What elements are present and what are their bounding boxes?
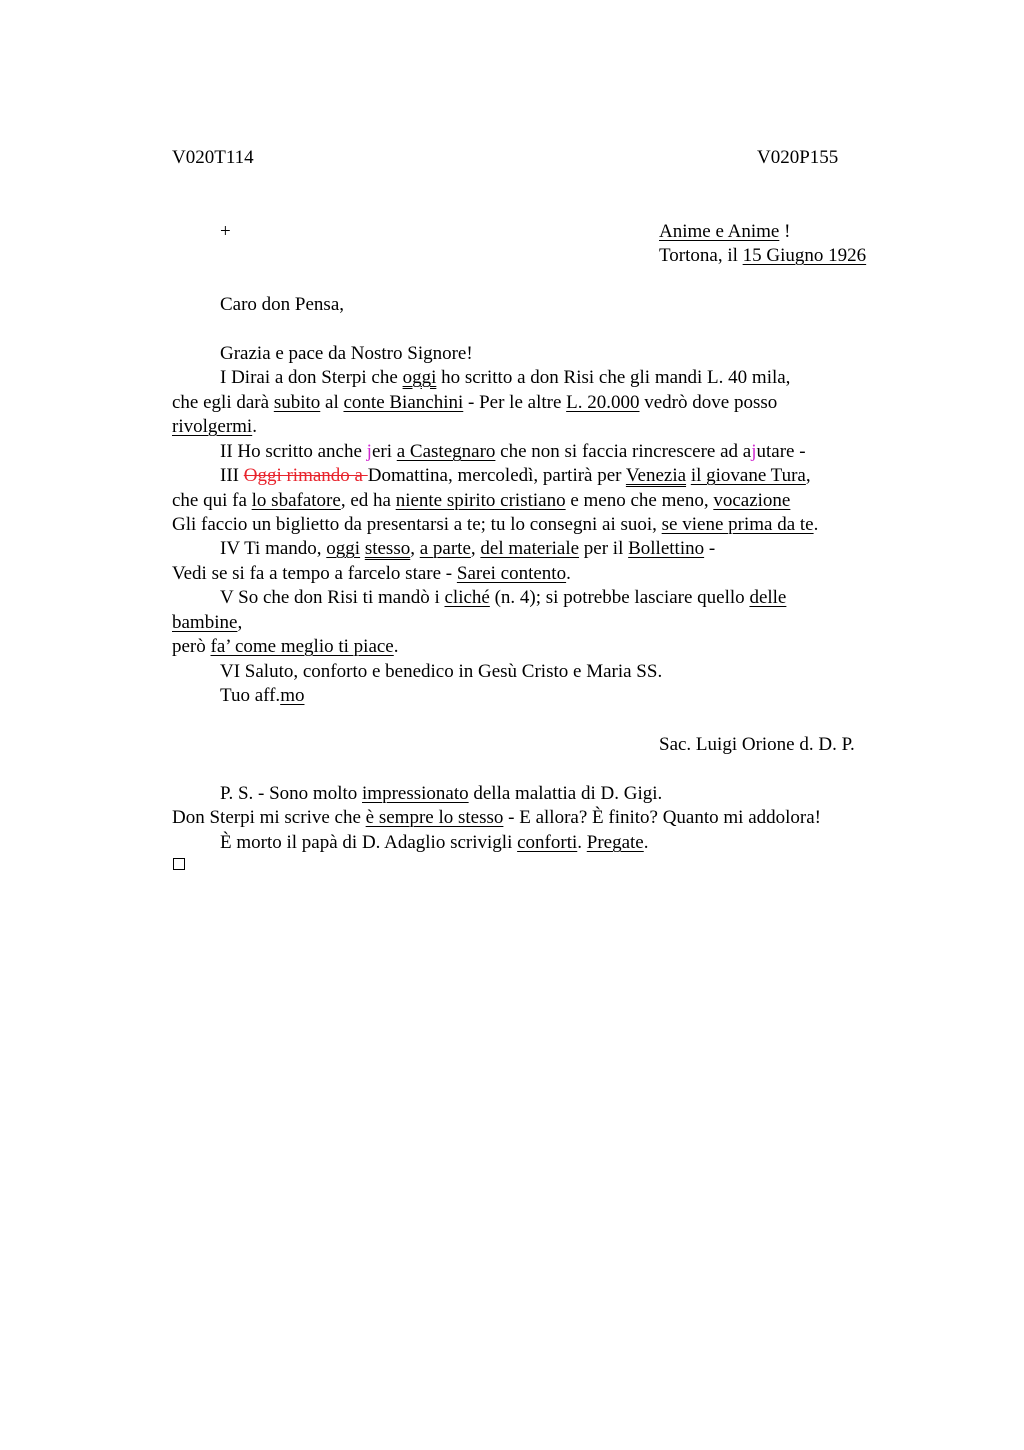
para4-line2 bbox=[172, 562, 571, 586]
text: , bbox=[410, 538, 420, 559]
underlined-text: oggi bbox=[402, 367, 437, 388]
para5-line3 bbox=[172, 635, 399, 659]
text: vedrò dove posso bbox=[639, 392, 778, 413]
text: I Dirai a don Sterpi che bbox=[220, 367, 403, 388]
para3-line3 bbox=[172, 513, 818, 537]
signature: Sac. Luigi Orione d. D. P. bbox=[659, 734, 855, 755]
para2-line1 bbox=[220, 440, 806, 464]
underlined-text: fa’ come meglio ti piace bbox=[210, 636, 394, 657]
underlined-text: conforti bbox=[517, 832, 578, 853]
underlined-text: a Castegnaro bbox=[396, 441, 496, 462]
text: al bbox=[320, 392, 344, 413]
para1-line2 bbox=[172, 391, 777, 415]
underlined-text: lo sbafatore bbox=[251, 490, 341, 511]
text: Domattina, mercoledì, partirà per bbox=[367, 465, 626, 486]
text: e meno che meno, bbox=[565, 490, 714, 511]
ps-line2 bbox=[172, 806, 821, 830]
underlined-text: mo bbox=[280, 685, 305, 706]
place-date bbox=[659, 244, 866, 268]
text: . bbox=[252, 416, 257, 437]
text: Don Sterpi mi scrive che bbox=[172, 807, 366, 828]
underlined-text: bambine bbox=[172, 612, 238, 633]
right-code: V020P155 bbox=[757, 147, 839, 168]
text: per il bbox=[579, 538, 629, 559]
left-code: V020T114 bbox=[172, 147, 254, 168]
text: . bbox=[643, 832, 649, 853]
para6: VI Saluto, conforto e benedico in Gesù Cristo e Maria SS. bbox=[220, 661, 663, 682]
text: - Per le altre bbox=[463, 392, 567, 413]
underlined-text: se viene prima da te bbox=[661, 514, 814, 535]
text: , bbox=[470, 538, 481, 559]
text: , ed ha bbox=[340, 490, 396, 511]
ps-line3 bbox=[220, 831, 649, 855]
para5-line1 bbox=[220, 586, 786, 610]
underlined-text: oggi bbox=[326, 538, 361, 559]
para3-line1 bbox=[220, 464, 811, 488]
underlined-text: cliché bbox=[444, 587, 490, 608]
text: . bbox=[566, 563, 571, 584]
closing bbox=[220, 684, 304, 708]
underlined-text: niente spirito cristiano bbox=[395, 490, 566, 511]
underlined-text: conte Bianchini bbox=[343, 392, 464, 413]
motto bbox=[659, 220, 790, 244]
underlined-text: del materiale bbox=[480, 538, 580, 559]
text: utare - bbox=[756, 441, 806, 462]
para3-line2 bbox=[172, 489, 790, 513]
underlined-text: rivolgermi bbox=[172, 416, 253, 437]
cross-mark: + bbox=[220, 221, 231, 242]
text: È morto il papà di D. Adaglio scrivigli bbox=[220, 832, 518, 853]
highlighted-letter: j bbox=[366, 441, 372, 462]
text: . bbox=[577, 832, 587, 853]
text: III bbox=[220, 465, 244, 486]
struck-text: Oggi rimando a bbox=[243, 465, 368, 486]
text: , bbox=[237, 612, 243, 633]
text: che qui fa bbox=[172, 490, 252, 511]
text: P. S. - Sono molto bbox=[220, 783, 363, 804]
underlined-text: vocazione bbox=[713, 490, 791, 511]
underlined-text: Pregate bbox=[586, 832, 644, 853]
highlighted-letter: j bbox=[751, 441, 757, 462]
text: ho scritto a don Risi che gli mandi L. 40 mila, bbox=[436, 367, 791, 388]
text: della malattia di D. Gigi. bbox=[468, 783, 663, 804]
salutation: Caro don Pensa, bbox=[220, 294, 345, 315]
underlined-text: L. 20.000 bbox=[566, 392, 640, 413]
text: - bbox=[704, 538, 716, 559]
text: , bbox=[805, 465, 811, 486]
para4-line1 bbox=[220, 537, 715, 561]
text: che non si faccia rincrescere ad a bbox=[495, 441, 752, 462]
underlined-text: il giovane Tura bbox=[690, 465, 806, 486]
text: IV Ti mando, bbox=[220, 538, 327, 559]
underlined-text: Sarei contento bbox=[456, 563, 567, 584]
underlined-text: è sempre lo stesso bbox=[365, 807, 504, 828]
text: Vedi se si fa a tempo a farcelo stare - bbox=[172, 563, 457, 584]
text: . bbox=[813, 514, 819, 535]
text: . bbox=[393, 636, 399, 657]
underlined-text: Bollettino bbox=[628, 538, 705, 559]
greeting: Grazia e pace da Nostro Signore! bbox=[220, 343, 473, 364]
text: II Ho scritto anche bbox=[220, 441, 367, 462]
text: che egli darà bbox=[172, 392, 274, 413]
place: Tortona, il bbox=[659, 245, 743, 266]
underlined-text: subito bbox=[273, 392, 321, 413]
text: però bbox=[172, 636, 211, 657]
motto-text: Anime e Anime bbox=[659, 221, 780, 242]
text: - E allora? È finito? Quanto mi addolora! bbox=[503, 807, 822, 828]
end-box-icon bbox=[173, 858, 185, 870]
text: Tuo aff. bbox=[220, 685, 281, 706]
para5-line2 bbox=[172, 611, 242, 635]
underlined-text: impressionato bbox=[362, 783, 469, 804]
date: 15 Giugno 1926 bbox=[742, 245, 867, 266]
text: eri bbox=[371, 441, 397, 462]
para1-line1 bbox=[220, 366, 790, 390]
underlined-text: a parte bbox=[419, 538, 471, 559]
underlined-text: stesso bbox=[364, 538, 411, 559]
underlined-text: Venezia bbox=[625, 465, 687, 486]
para1-line3 bbox=[172, 415, 257, 439]
motto-tail: ! bbox=[779, 221, 791, 242]
text: V So che don Risi ti mandò i bbox=[220, 587, 445, 608]
underlined-text: delle bbox=[749, 587, 787, 608]
text: (n. 4); si potrebbe lasciare quello bbox=[489, 587, 750, 608]
text: Gli faccio un biglietto da presentarsi a te; tu lo consegni ai suoi, bbox=[172, 514, 662, 535]
ps-line1 bbox=[220, 782, 662, 806]
